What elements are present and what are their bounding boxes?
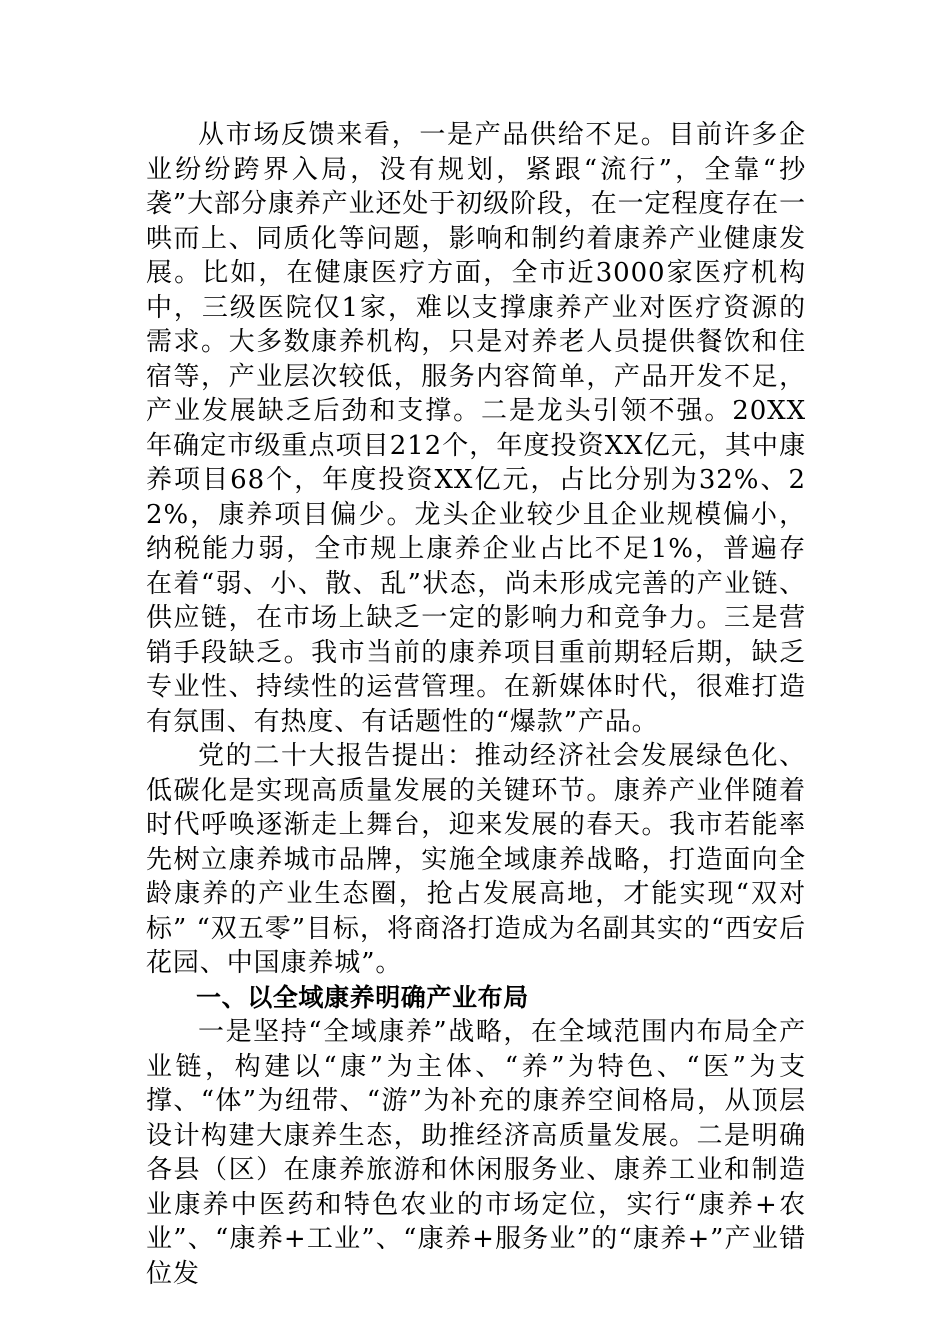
paragraph-party-report: 党的二十大报告提出：推动经济社会发展绿色化、低碳化是实现高质量发展的关键环节。康养产业伴随着时代呼唤逐渐走上舞台，迎来发展的春天。我市若能率先树立康养城市品牌，实施全域康养战略，打造面向全龄康养的产业生态圈，抢占发展高地，才能实现“双对标” “双五零”目标，将商洛打造成为名副其实的“西安后花园、中国康养城”。 [146,741,806,978]
section-heading: 一、以全域康养明确产业布局 [196,982,529,1012]
document-body [146,118,806,1291]
paragraph-market-feedback: 从市场反馈来看，一是产品供给不足。目前许多企业纷纷跨界入局，没有规划，紧跟“流行”，全靠“抄袭”大部分康养产业还处于初级阶段，在一定程度存在一哄而上、同质化等问题，影响和制约着康养产业健康发展。比如，在健康医疗方面，全市近3000家医疗机构中，三级医院仅1家，难以支撑康养产业对医疗资源的需求。大多数康养机构，只是对养老人员提供餐饮和住宿等，产业层次较低，服务内容简单，产品开发不足，产业发展缺乏后劲和支撑。二是龙头引领不强。20XX年确定市级重点项目212个，年度投资XX亿元，其中康养项目68个，年度投资XX亿元，占比分别为32%、22%，康养项目偏少。龙头企业较少且企业规模偏小，纳税能力弱，全市规上康养企业占比不足1%，普遍存在着“弱、小、散、乱”状态，尚未形成完善的产业链、供应链，在市场上缺乏一定的影响力和竞争力。三是营销手段缺乏。我市当前的康养项目重前期轻后期，缺乏专业性、持续性的运营管理。在新媒体时代，很难打造有氛围、有热度、有话题性的“爆款”产品。 [146,120,806,737]
paragraph-section-body: 一是坚持“全域康养”战略，在全域范围内布局全产业链，构建以“康”为主体、“养”为特色、“医”为支撑、“体”为纽带、“游”为补充的康养空间格局，从顶层设计构建大康养生态，助推经济高质量发展。二是明确各县（区）在康养旅游和休闲服务业、康养工业和制造业康养中医药和特色农业的市场定位，实行“康养+农业”、“康养+工业”、“康养+服务业”的“康养+”产业错位发 [146,1017,806,1289]
